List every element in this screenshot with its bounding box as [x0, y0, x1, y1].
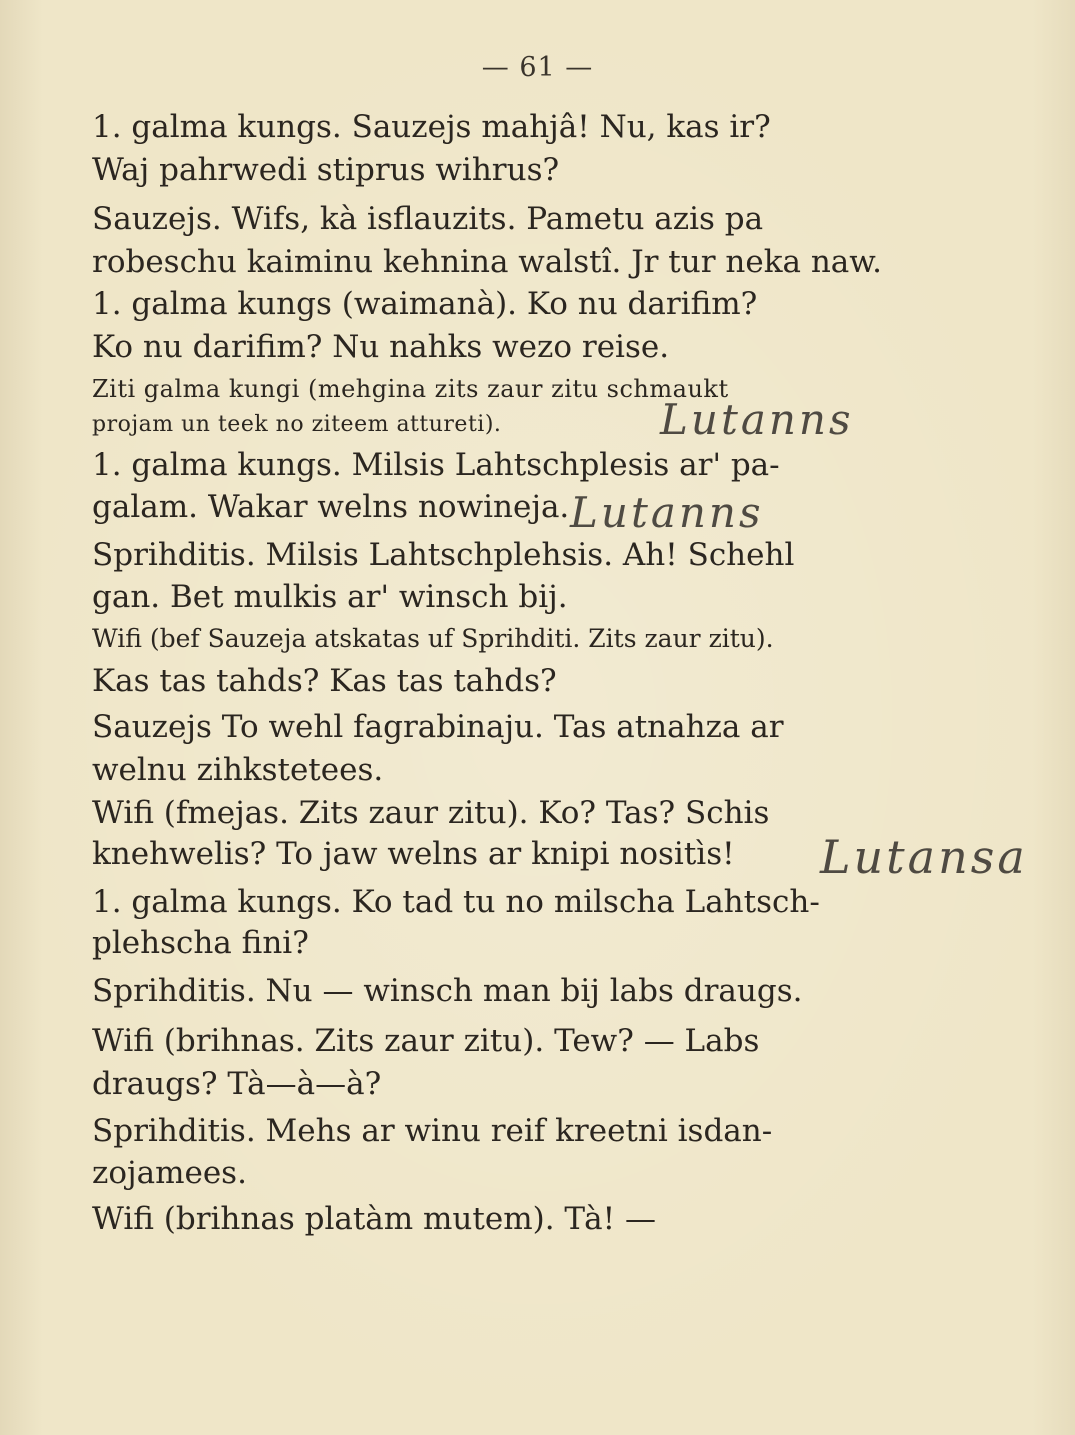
text-line: Sprihditis. Milsis Lahtschplehsis. Ah! Schehl — [92, 537, 795, 573]
text-line: draugs? Tà—à—à? — [92, 1066, 382, 1102]
text-line: Sauzejs To wehl fagrabinaju. Tas atnahza ar — [92, 709, 784, 745]
text-line: Wifi (fmejas. Zits zaur zitu). Ko? Tas? Schis — [92, 795, 770, 831]
text-line: welnu zihkstetees. — [92, 752, 384, 788]
text-line: Ko nu darifim? Nu nahks wezo reise. — [92, 329, 670, 365]
text-line: 1. galma kungs (waimanà). Ko nu darifim? — [92, 286, 758, 322]
text-line: Sprihditis. Nu — winsch man bij labs draugs. — [92, 973, 803, 1009]
text-line: projam un teek no ziteem attureti). — [92, 412, 502, 437]
handwritten-annotation — [570, 488, 764, 537]
annotation-text: Lutansa — [820, 830, 1028, 884]
text-line: Wifi (brihnas platàm mutem). Tà! — — [92, 1201, 656, 1237]
text-line: 1. galma kungs. Sauzejs mahjâ! Nu, kas ir? — [92, 109, 771, 145]
text-line: Kas tas tahds? Kas tas tahds? — [92, 663, 557, 699]
text-line: Waj pahrwedi stiprus wihrus? — [92, 152, 560, 188]
text-line: galam. Wakar welns nowineja. — [92, 489, 570, 525]
text-line: robeschu kaiminu kehnina walstî. Jr tur neka naw. — [92, 244, 882, 280]
annotation-text: Lutanns — [570, 488, 764, 537]
text-line: knehwelis? To jaw welns ar knipi nositìs! — [92, 836, 735, 872]
text-line: gan. Bet mulkis ar' winsch bij. — [92, 579, 568, 615]
text-line: 1. galma kungs. Ko tad tu no milscha Lahtsch- — [92, 884, 820, 920]
handwritten-annotation — [820, 830, 1028, 884]
text-line: Sprihditis. Mehs ar winu reif kreetni isdan- — [92, 1113, 773, 1149]
text-line: Sauzejs. Wifs, kà isflauzits. Pametu azis pa — [92, 201, 764, 237]
page-number: — 61 — — [481, 52, 594, 83]
text-line: Ziti galma kungi (mehgina zits zaur zitu schmaukt — [92, 375, 729, 403]
text-line: plehscha fini? — [92, 925, 309, 961]
text-line: Wifi (bef Sauzeja atskatas uf Sprihditi. Zits zaur zitu). — [92, 624, 774, 653]
annotation-text: Lutanns — [660, 395, 854, 444]
text-line: zojamees. — [92, 1155, 247, 1191]
text-line: 1. galma kungs. Milsis Lahtschplesis ar' pa- — [92, 447, 780, 483]
text-line: Wifi (brihnas. Zits zaur zitu). Tew? — Labs — [92, 1023, 760, 1059]
handwritten-annotation — [660, 395, 854, 444]
